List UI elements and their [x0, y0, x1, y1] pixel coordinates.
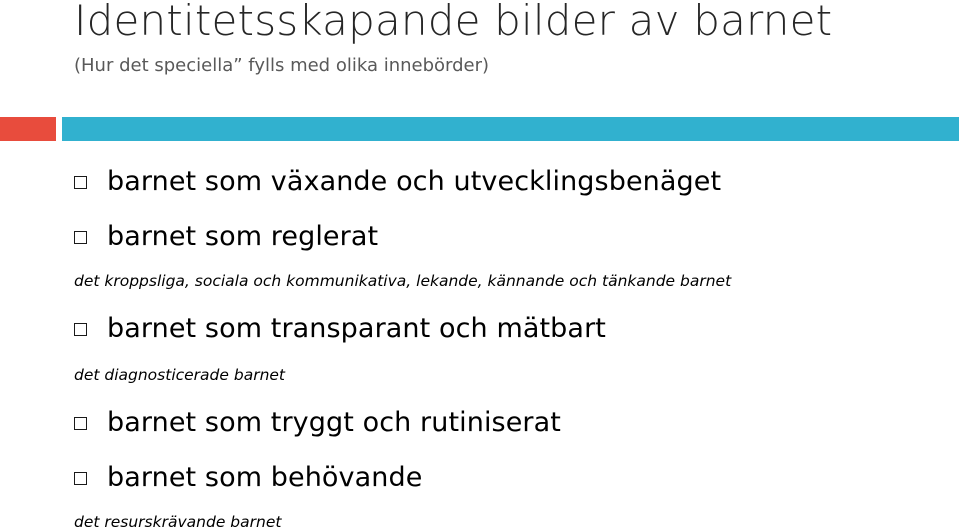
list-item	[74, 165, 721, 199]
accent-bar-blue	[62, 117, 959, 141]
hollow-square-icon	[74, 231, 87, 244]
list-item-text: barnet som transparant och mätbart	[107, 313, 606, 344]
list-item	[74, 220, 378, 254]
list-item-note: det kroppsliga, sociala och kommunikativa, lekande, kännande och tänkande barnet	[74, 272, 732, 290]
list-item	[74, 312, 606, 346]
list-item-text: barnet som tryggt och rutiniserat	[107, 407, 561, 438]
accent-bar-red	[0, 117, 56, 141]
list-item-text: barnet som reglerat	[107, 221, 379, 252]
hollow-square-icon	[74, 176, 87, 189]
slide-title: Identitetsskapande bilder av barnet	[74, 0, 833, 45]
hollow-square-icon	[74, 417, 87, 430]
list-item-note: det resurskrävande barnet	[74, 513, 282, 531]
list-item-note: det diagnosticerade barnet	[74, 366, 286, 384]
list-item	[74, 461, 422, 495]
list-item-text: barnet som växande och utvecklingsbenäget	[107, 166, 722, 197]
hollow-square-icon	[74, 323, 87, 336]
list-item-text: barnet som behövande	[107, 462, 423, 493]
slide-subtitle: (Hur det speciella” fylls med olika innebörder)	[74, 55, 490, 76]
list-item	[74, 406, 561, 440]
hollow-square-icon	[74, 472, 87, 485]
